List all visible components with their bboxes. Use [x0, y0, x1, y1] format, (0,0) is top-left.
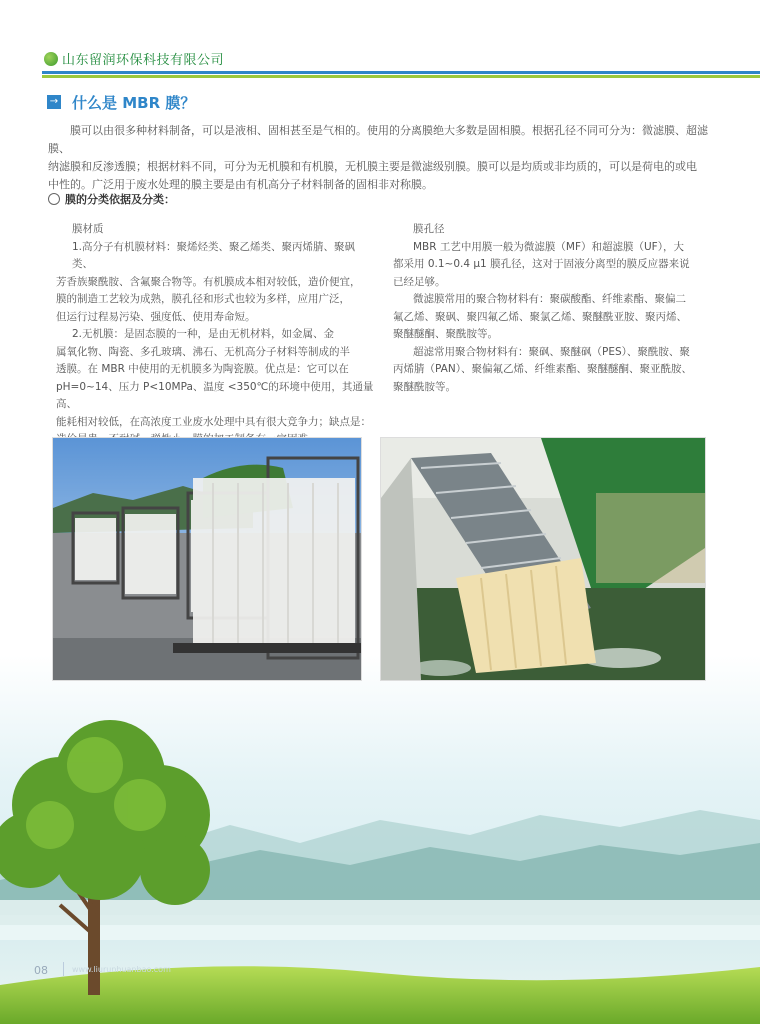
header-divider-green — [42, 75, 760, 78]
intro-line: 膜可以由很多种材料制备，可以是液相、固相甚至是气相的。使用的分离膜绝大多数是固相膜。根据孔径不同可分为：微滤膜、超滤膜、 — [48, 124, 708, 155]
column-heading: 膜材质 — [72, 223, 104, 235]
intro-paragraph — [48, 122, 714, 194]
column-line: 氟乙烯、聚砜、聚四氟乙烯、聚氯乙烯、聚醚酰亚胺、聚丙烯、 — [393, 310, 687, 323]
column-line: 聚醚醚酮、聚酰胺等。 — [393, 328, 498, 340]
intro-line: 纳滤膜和反渗透膜；根据材料不同，可分为无机膜和有机膜，无机膜主要是微滤级别膜。膜可以是均质或非均质的，可以是荷电的或电 — [48, 160, 697, 173]
material-column — [56, 221, 374, 449]
subsection-title: 膜的分类依据及分类： — [65, 193, 175, 206]
column-line: 微滤膜常用的聚合物材料有：聚碳酸酯、纤维素酯、聚偏二 — [413, 293, 686, 305]
column-line: pH=0~14、压力 P<10MPa、温度 <350℃的环境中使用，其通量高、 — [56, 380, 374, 410]
column-line: 已经足够。 — [393, 275, 446, 288]
column-line: 但运行过程易污染、强度低、使用寿命短。 — [56, 310, 256, 323]
column-line: 芳香族聚酰胺、含氟聚合物等。有机膜成本相对较低，造价便宜， — [56, 275, 361, 288]
header-divider-blue — [42, 71, 760, 74]
column-line: 膜的制造工艺较为成熟，膜孔径和形式也较为多样，应用广泛， — [56, 293, 350, 305]
column-line: 1.高分子有机膜材料：聚烯烃类、聚乙烯类、聚丙烯腈、聚砜类、 — [72, 240, 356, 270]
company-logo-icon — [44, 52, 58, 66]
column-line: 都采用 0.1~0.4 μ1 膜孔径，这对于固液分离型的膜反应器来说 — [393, 258, 690, 270]
column-line: 丙烯腈（PAN）、聚偏氟乙烯、纤维素酯、聚醚醚酮、聚亚酰胺、 — [393, 363, 692, 375]
pore-size-column — [393, 221, 711, 396]
column-line: 能耗相对较低，在高浓度工业废水处理中具有很大竞争力；缺点是： — [56, 415, 371, 428]
column-line: 2.无机膜：是固态膜的一种，是由无机材料，如金属、金 — [72, 328, 335, 340]
company-name: 山东留润环保科技有限公司 — [62, 53, 225, 68]
intro-line: 中性的。广泛用于废水处理的膜主要是由有机高分子材料制备的固相非对称膜。 — [48, 178, 433, 191]
column-line: MBR 工艺中用膜一般为微滤膜（MF）和超滤膜（UF），大 — [413, 240, 684, 253]
membrane-rack-photo — [52, 437, 362, 681]
column-heading: 膜孔径 — [413, 223, 445, 235]
subsection-bullet-icon — [48, 193, 60, 205]
section-arrow-icon: → — [47, 95, 61, 109]
column-line: 超滤常用聚合物材料有：聚砜、聚醚砜（PES）、聚酰胺、聚 — [413, 345, 690, 358]
mbr-tank-photo — [380, 437, 706, 681]
footer-divider — [63, 962, 64, 976]
column-line: 聚醚酰胺等。 — [393, 380, 456, 393]
column-line: 属氧化物、陶瓷、多孔玻璃、沸石、无机高分子材料等制成的半 — [56, 345, 350, 358]
footer-website: www.liurunhuanbao.com — [72, 965, 171, 974]
page-number: 08 — [34, 964, 48, 977]
section-title: 什么是 MBR 膜？ — [72, 94, 196, 112]
column-line: 透膜。在 MBR 中使用的无机膜多为陶瓷膜。优点是：它可以在 — [56, 363, 349, 375]
